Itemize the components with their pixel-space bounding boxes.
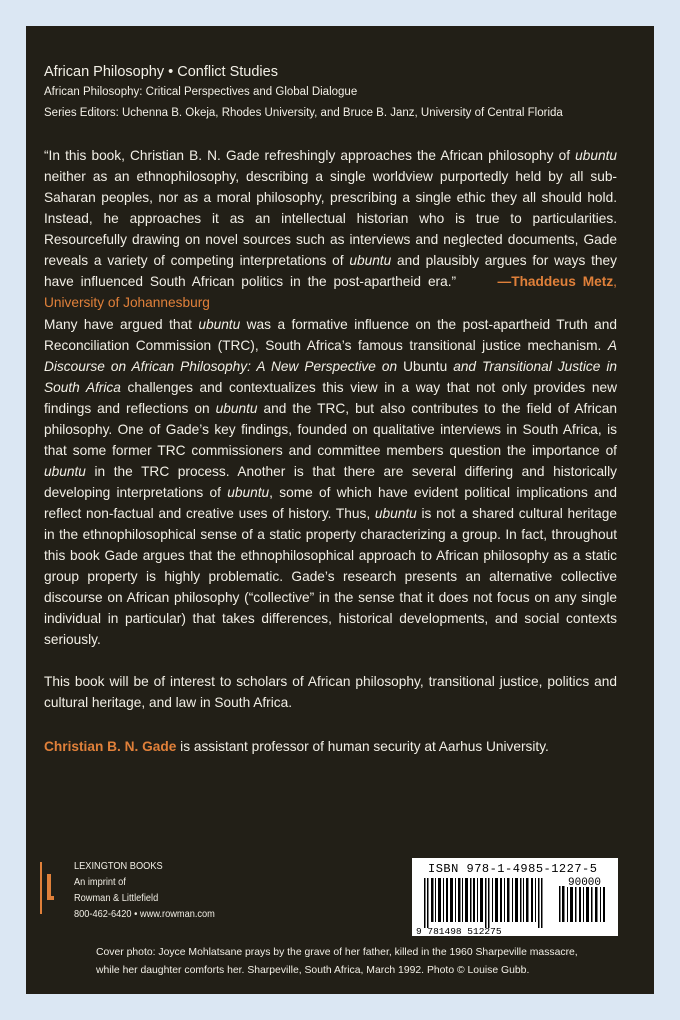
publisher-parent: Rowman & Littlefield bbox=[74, 892, 159, 904]
publisher-imprint: An imprint of bbox=[74, 876, 126, 888]
endorser-name: —Thaddeus Metz bbox=[497, 274, 614, 289]
author-name: Christian B. N. Gade bbox=[44, 739, 177, 754]
endorser-affiliation: , University of Johannesburg bbox=[44, 274, 617, 310]
book-title: A Discourse on African Philosophy: A New Perspective on bbox=[44, 338, 617, 374]
publisher-name: LEXINGTON BOOKS bbox=[74, 860, 163, 872]
publisher-contact: 800-462-6420 • www.rowman.com bbox=[74, 908, 215, 920]
series-subject: African Philosophy • Conflict Studies bbox=[44, 64, 278, 80]
book-description: Many have argued that ubuntu was a formative influence on the post-apartheid Truth and Reconciliation Commission (TRC), South Africa’s famous transitional justice mechanism. A Discourse on African Philosophy: A New Perspective on Ubuntu and Transitional Justice in South Africa challenges and contextualizes this view in a way that not only provides new findings and reflections on ubuntu and the TRC, but also contributes to the field of African philosophy. One of Gade’s key findings, founded on qualitative interviews in South Africa, is that some former TRC commissioners and committee members question the importance of ubuntu in the TRC process. Another is that there are several differing and historically developing interpretations of ubuntu, some of which have evident political implications and reflect non-factual and creative uses of history. Thus, ubuntu is not a shared cultural heritage in the ethnophilosophical sense of a static property characterizing a group. In fact, throughout this book Gade argues that the ethnophilosophical approach to African philosophy as a static group property is highly problematic. Gade’s research presents an alternative collective discourse on African philosophy (“collective” in the sense that it does not focus on any single individual in particular) that takes differences, historical developments, and social contexts seriously. bbox=[44, 317, 618, 647]
series-info bbox=[44, 62, 639, 124]
lexington-logo-icon bbox=[40, 862, 54, 914]
audience-statement: This book will be of interest to scholars of African philosophy, transitional justice, politics and cultural heritage, and law in South Africa. bbox=[44, 674, 617, 710]
publisher-info bbox=[74, 858, 215, 922]
barcode-price-code: 90000 bbox=[568, 877, 602, 889]
series-editors: Series Editors: Uchenna B. Okeja, Rhodes University, and Bruce B. Janz, University of Central Florida bbox=[44, 107, 563, 119]
author-bio: Christian B. N. Gade is assistant professor of human security at Aarhus University. bbox=[44, 739, 549, 754]
isbn-barcode bbox=[412, 858, 618, 936]
back-cover bbox=[26, 26, 654, 994]
series-title: African Philosophy: Critical Perspectives and Global Dialogue bbox=[44, 86, 358, 98]
endorsement-quote: “In this book, Christian B. N. Gade refreshingly approaches the African philosophy of ubuntu neither as an ethnophilosophy, describing a single worldview purportedly held by all sub-Saharan peoples, nor as a moral philosophy, prescribing a single ethic they all should hold. Instead, he approaches it as an intellectual historian who is true to particularities. Resourcefully drawing on novel sources such as interviews and neglected documents, Gade reveals a variety of competing interpretations of ubuntu and plausibly argues for ways they have influenced South African politics in the post-apartheid era.” —Thaddeus Metz, University of Johannesburg bbox=[44, 148, 617, 310]
photo-credit: Cover photo: Joyce Mohlatsane prays by the grave of her father, killed in the 1960 Sharpeville massacre, while her daughter comforts her. Sharpeville, South Africa, March 1992. Photo © Louise Gubb. bbox=[96, 947, 578, 976]
isbn-number: ISBN 978-1-4985-1227-5 bbox=[428, 862, 598, 876]
barcode-ean-digits: 9 781498 512275 bbox=[416, 926, 502, 936]
